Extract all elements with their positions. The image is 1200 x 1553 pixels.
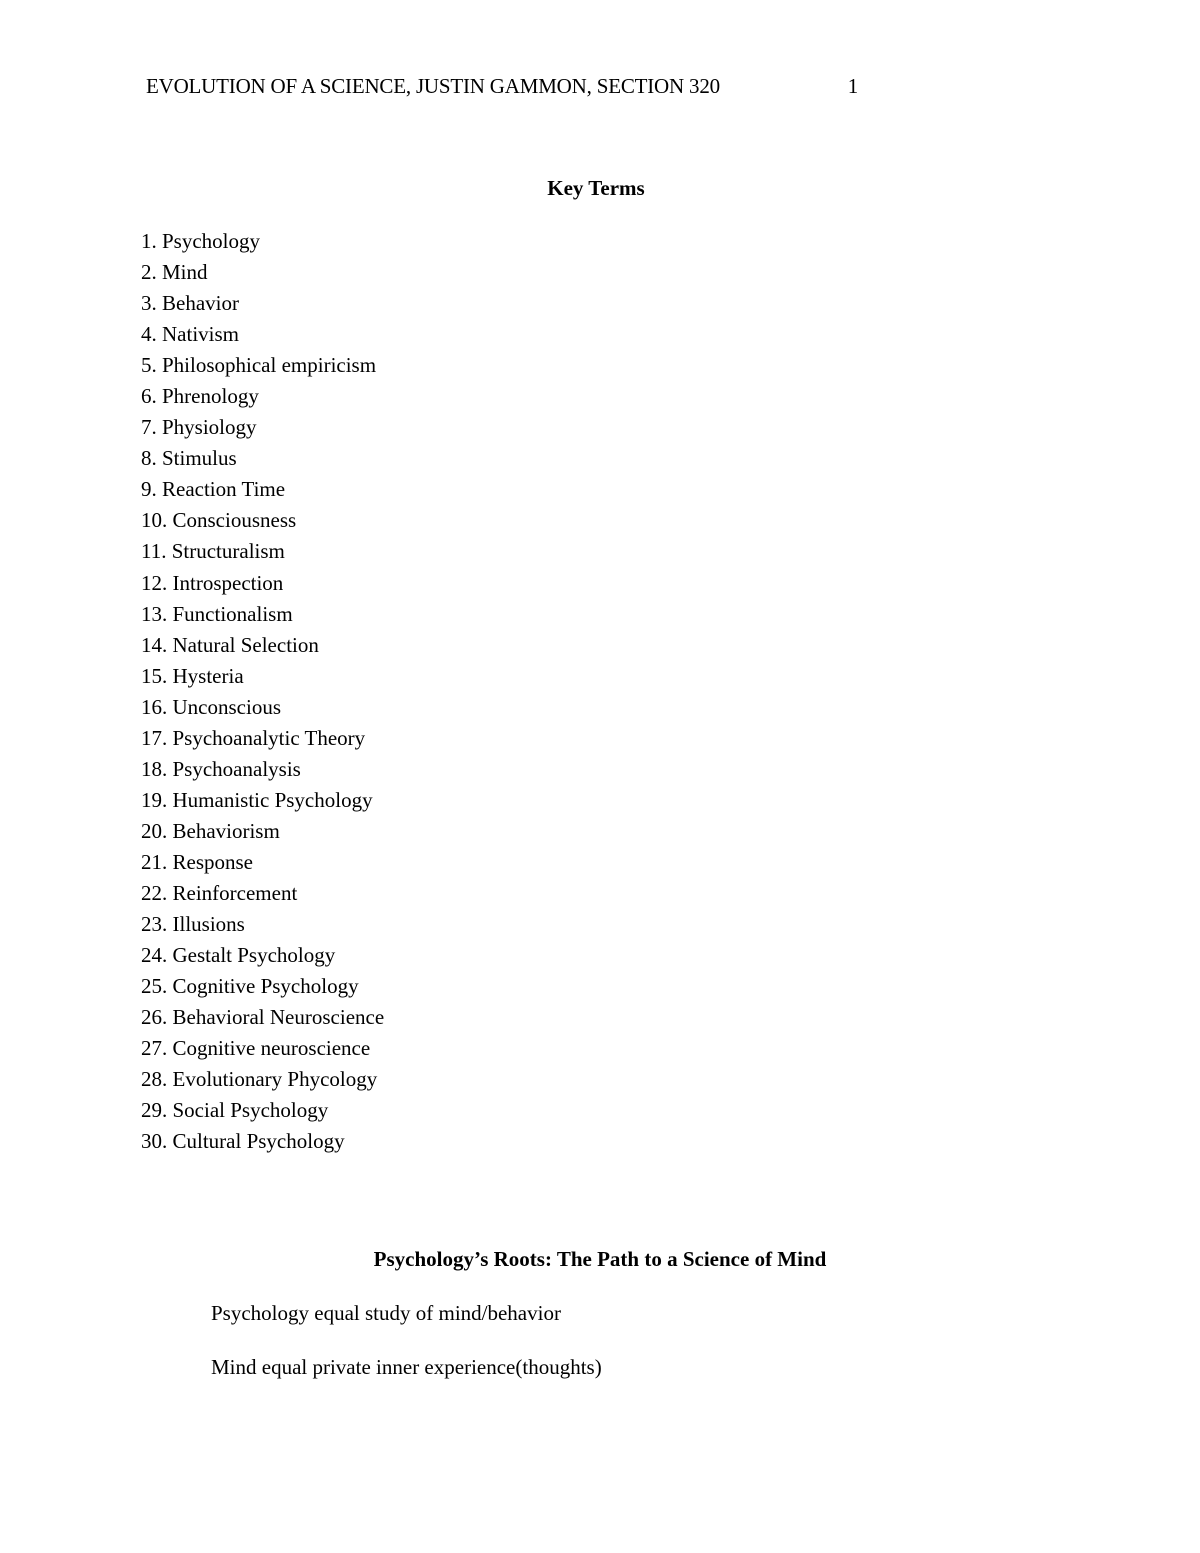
note-paragraph: Psychology equal study of mind/behavior — [211, 1301, 561, 1325]
key-term-item: 4. Nativism — [141, 322, 239, 347]
key-term-item: 26. Behavioral Neuroscience — [141, 1005, 385, 1030]
key-term-item: 6. Phrenology — [141, 384, 259, 409]
key-term-item: 7. Physiology — [141, 415, 257, 440]
running-head-title: EVOLUTION OF A SCIENCE, JUSTIN GAMMON, SECTION 320 — [146, 74, 720, 98]
key-term-item: 25. Cognitive Psychology — [141, 974, 359, 999]
section-heading: Psychology’s Roots: The Path to a Science of Mind — [373, 1247, 827, 1271]
key-terms-list — [141, 227, 384, 1158]
key-term-item: 3. Behavior — [141, 291, 239, 316]
key-term-item: 24. Gestalt Psychology — [141, 943, 336, 968]
key-term-item: 29. Social Psychology — [141, 1098, 329, 1123]
key-terms-heading: Key Terms — [547, 176, 645, 200]
key-term-item: 12. Introspection — [141, 570, 284, 595]
key-term-item: 2. Mind — [141, 260, 208, 285]
key-term-item: 28. Evolutionary Phycology — [141, 1067, 378, 1092]
key-term-item: 30. Cultural Psychology — [141, 1129, 345, 1154]
note-paragraph: Mind equal private inner experience(thoughts) — [211, 1355, 602, 1379]
key-term-item: 17. Psychoanalytic Theory — [141, 725, 366, 750]
key-term-item: 23. Illusions — [141, 912, 245, 937]
key-term-item: 9. Reaction Time — [141, 477, 286, 502]
key-term-item: 15. Hysteria — [141, 663, 244, 688]
key-term-item: 11. Structuralism — [141, 539, 285, 564]
key-term-item: 1. Psychology — [141, 229, 261, 253]
key-term-item: 14. Natural Selection — [141, 632, 319, 657]
key-term-item: 13. Functionalism — [141, 601, 293, 626]
page-number: 1 — [847, 74, 858, 98]
key-term-item: 20. Behaviorism — [141, 818, 280, 843]
key-term-item: 19. Humanistic Psychology — [141, 787, 373, 812]
key-term-item: 27. Cognitive neuroscience — [141, 1036, 371, 1061]
key-term-item: 22. Reinforcement — [141, 880, 298, 905]
key-term-item: 16. Unconscious — [141, 694, 281, 719]
key-term-item: 21. Response — [141, 849, 253, 874]
key-term-item: 18. Psychoanalysis — [141, 756, 301, 781]
key-term-item: 5. Philosophical empiricism — [141, 353, 377, 378]
key-term-item: 10. Consciousness — [141, 508, 297, 533]
running-head — [146, 72, 858, 100]
key-term-item: 8. Stimulus — [141, 446, 237, 471]
